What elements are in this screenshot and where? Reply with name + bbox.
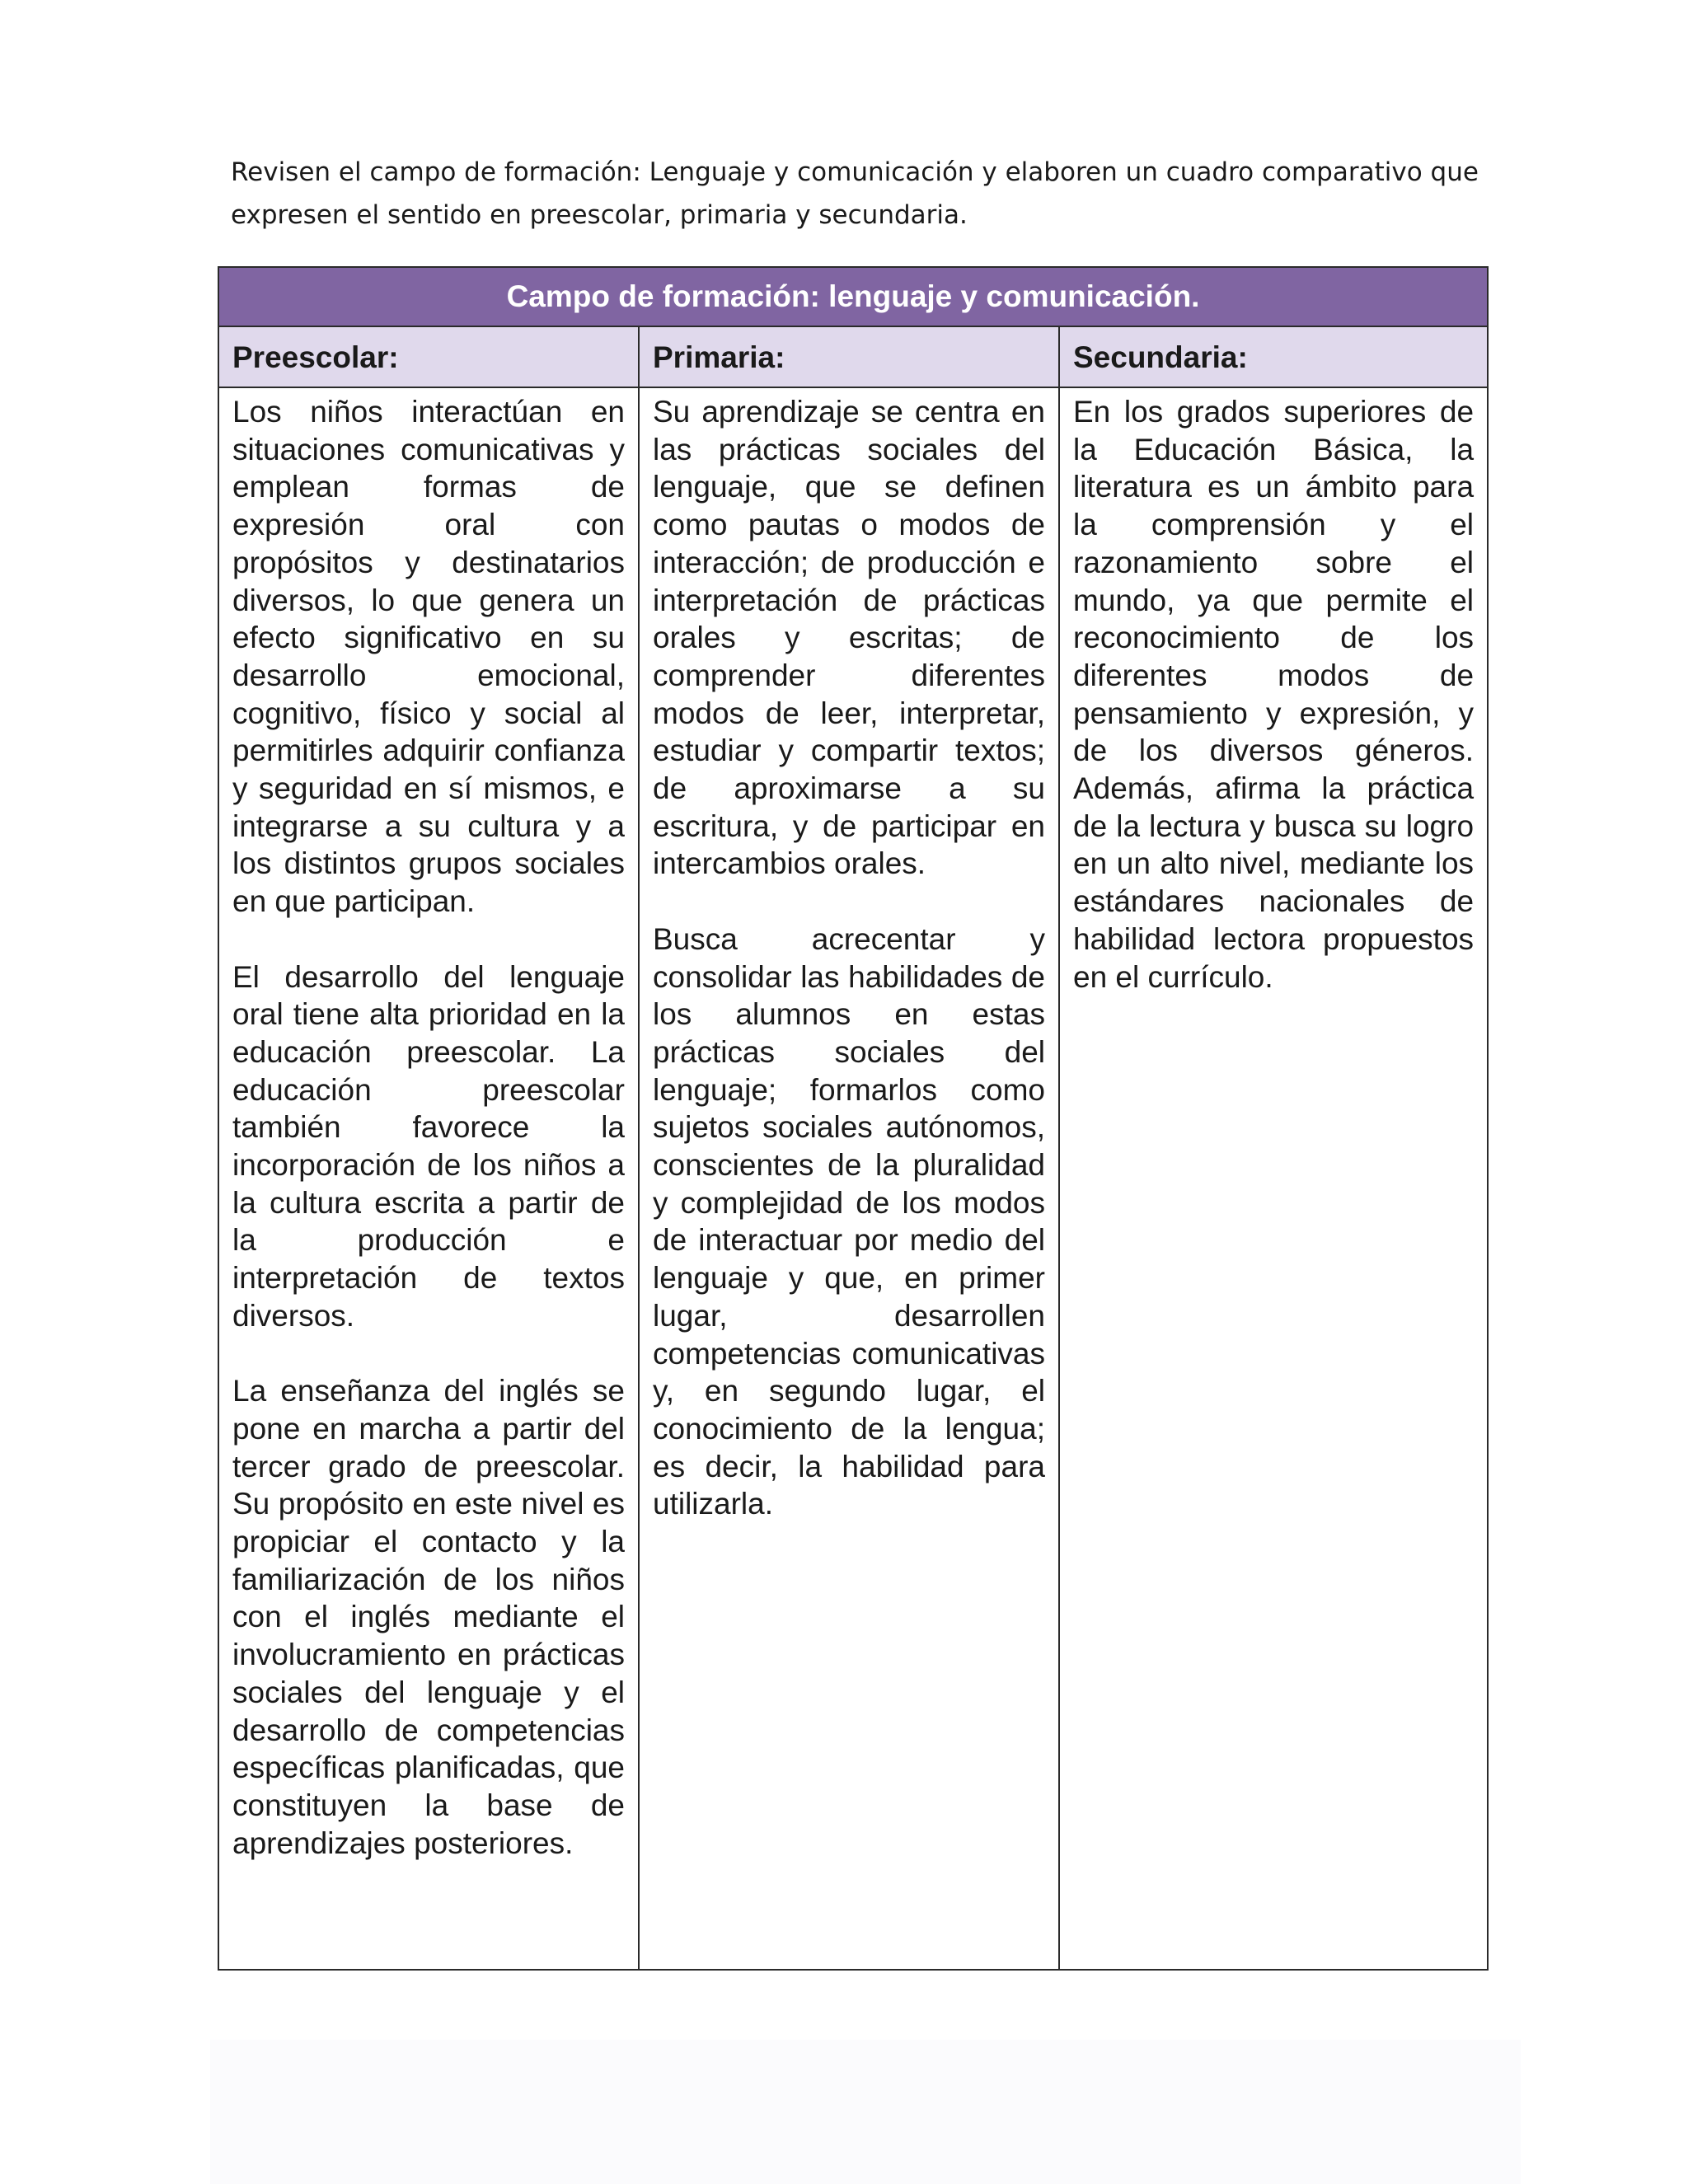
primaria-paragraph-2: Busca acrecentar y consolidar las habilidades de los alumnos en estas prácticas sociales del lenguaje; formarlos como sujetos sociales autónomos, conscientes de la pluralidad y complejidad de los modos de interactuar por medio del lenguaje y que, en primer lugar, desarrollen competencias comunicativas y, en segundo lugar, el conocimiento de la lengua; es decir, la habilidad para utilizarla. (653, 921, 1045, 1521)
table-title-row (218, 267, 1488, 326)
cell-secundaria (1059, 387, 1488, 1970)
secundaria-paragraph-1: En los grados superiores de la Educación Básica, la literatura es un ámbito para la comprensión y el razonamiento sobre el mundo, ya que permite el reconocimiento de los diferentes modos de pensamiento y expresión, y de los diversos géneros. Además, afirma la práctica de la lectura y busca su logro en un alto nivel, mediante los estándares nacionales de habilidad lectora propuestos en el currículo. (1073, 395, 1475, 994)
column-header-secundaria: Secundaria: (1059, 326, 1488, 387)
cell-preescolar (218, 387, 639, 1970)
preescolar-paragraph-1: Los niños interactúan en situaciones comunicativas y emplean formas de expresión oral con propósitos y destinatarios diversos, lo que genera un efecto significativo en su desarrollo emocional, cognitivo, físico y social al permitirles adquirir confianza y seguridad en sí mismos, e integrarse a su cultura y a los distintos grupos sociales en que participan. (232, 395, 625, 919)
preescolar-paragraph-2: El desarrollo del lenguaje oral tiene alta prioridad en la educación preescolar. La educación preescolar también favorece la incorporación de los niños a la cultura escrita a partir de la producción e interpretación de textos diversos. (232, 959, 625, 1333)
primaria-paragraph-1: Su aprendizaje se centra en las prácticas sociales del lenguaje, que se definen como pautas o modos de interacción; de producción e interpretación de prácticas orales y escritas; de comprender diferentes modos de leer, interpretar, estudiar y compartir textos; de aproximarse a su escritura, y de participar en intercambios orales. (653, 395, 1045, 881)
table-header-row (218, 326, 1488, 387)
column-header-preescolar: Preescolar: (218, 326, 639, 387)
table-body-row (218, 387, 1488, 1970)
cell-primaria (639, 387, 1059, 1970)
preescolar-paragraph-3: La enseñanza del inglés se pone en marcha a partir del tercer grado de preescolar. Su propósito en este nivel es propiciar el contacto y la familiarización de los niños con el inglés mediante el involucramiento en prácticas sociales del lenguaje y el desarrollo de competencias específicas planificadas, que constituyen la base de aprendizajes posteriores. (232, 1374, 625, 1860)
instructions-text: Revisen el campo de formación: Lenguaje y comunicación y elaboren un cuadro comparativo que expresen el sentido en preescolar, primaria y secundaria. (231, 157, 1479, 230)
column-header-primaria: Primaria: (639, 326, 1059, 387)
page-background-shade (210, 2040, 1521, 2184)
table-title: Campo de formación: lenguaje y comunicación. (218, 267, 1488, 326)
comparison-table (218, 266, 1489, 1971)
